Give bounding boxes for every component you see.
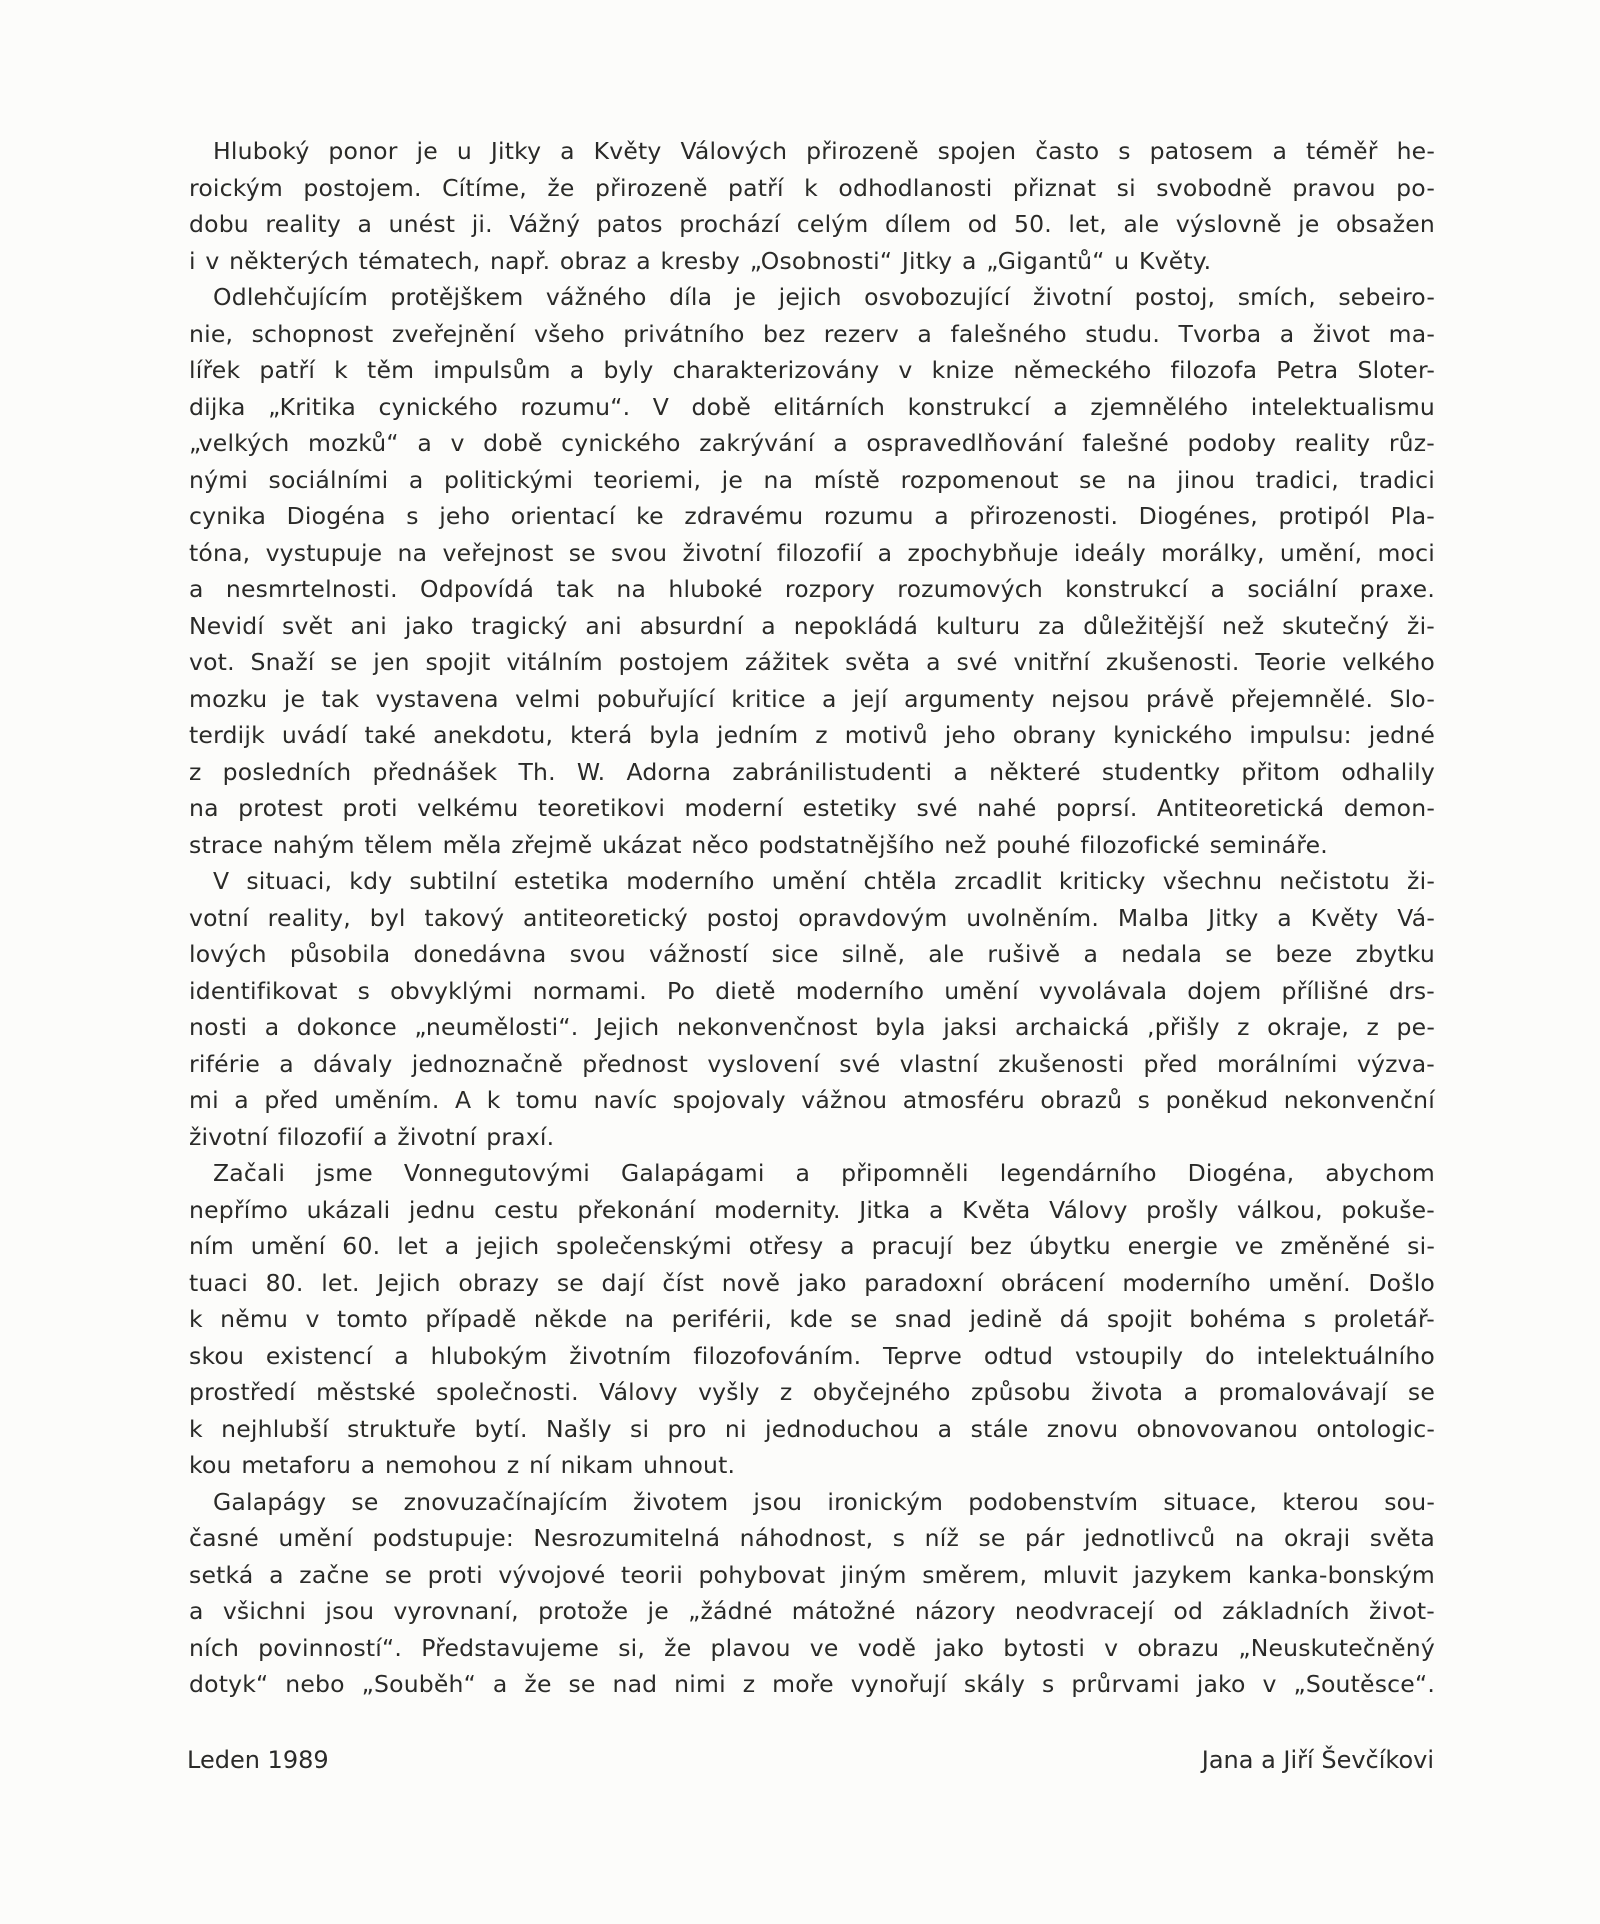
text-line: V situaci, kdy subtilní estetika moderního umění chtěla zrcadlit kriticky všechnu nečistotu ži- [213,867,1435,895]
text-line: a nesmrtelnosti. Odpovídá tak na hluboké rozpory rozumových konstrukcí a sociální praxe. [189,575,1435,603]
text-line: časné umění podstupuje: Nesrozumitelná náhodnost, s níž se pár jednotlivců na okraji světa [189,1524,1435,1552]
text-line: tuaci 80. let. Jejich obrazy se dají číst nově jako paradoxní obrácení moderního umění. Došlo [189,1268,1435,1297]
text-line: identifikovat s obvyklými normami. Po dietě moderního umění vyvolávala dojem přílišné drs- [189,976,1435,1005]
text-line: cynika Diogéna s jeho orientací ke zdravému rozumu a přirozenosti. Diogénes, protipól Pla- [189,502,1435,530]
text-line: vot. Snaží se jen spojit vitálním postojem zážitek světa a své vnitřní zkušenosti. Teorie velkého [189,648,1435,676]
authors-text: Jana a Jiří Ševčíkovi [1201,1746,1434,1774]
text-line: riférie a dávaly jednoznačně přednost vyslovení své vlastní zkušenosti před morálními výzva- [189,1049,1435,1078]
text-line: k němu v tomto případě někde na periférii, kde se snad jedině dá spojit bohéma s proletář- [189,1305,1435,1333]
text-line: ním umění 60. let a jejich společenskými otřesy a pracují bez úbytku energie ve změněné si- [189,1232,1435,1260]
text-line: nými sociálními a politickými teoriemi, je na místě rozpomenout se na jinou tradici, tradici [189,465,1435,494]
text-line: nie, schopnost zveřejnění všeho privátního bez rezerv a falešného studu. Tvorba a život ma- [189,319,1435,348]
text-page [189,133,1435,1703]
text-line: dotyk“ nebo „Souběh“ a že se nad nimi z moře vynořují skály s průrvami jako v „Soutěsce“. [189,1670,1435,1698]
text-line: Odlehčujícím protějškem vážného díla je jejich osvobozující životní postoj, smích, sebeiro- [213,283,1435,311]
text-line: z posledních přednášek Th. W. Adorna zabránilistudenti a některé studentky přitom odhalily [189,757,1435,786]
text-line: nosti a dokonce „neumělosti“. Jejich nekonvenčnost byla jaksi archaická ,přišly z okraje, z pe- [189,1013,1435,1041]
text-line: Začali jsme Vonnegutovými Galapágami a připomněli legendárního Diogéna, abychom [213,1159,1435,1187]
text-line: terdijk uvádí také anekdotu, která byla jedním z motivů jeho obrany kynického impulsu: jedné [189,721,1435,749]
text-line: k nejhlubší struktuře bytí. Našly si pro ni jednoduchou a stále znovu obnovovanou ontologic- [189,1414,1435,1443]
text-line: a všichni jsou vyrovnaní, protože je „žádné mátožné názory neodvracejí od základních život- [189,1597,1435,1625]
text-line: „velkých mozků“ a v době cynického zakrývání a ospravedlňování falešné podoby reality růz- [189,429,1435,457]
text-line: strace nahým tělem měla zřejmě ukázat něco podstatnějšího než pouhé filozofické semináře. [189,830,1328,859]
text-line: dijka „Kritika cynického rozumu“. V době elitárních konstrukcí a zjemnělého intelektualismu [189,392,1435,421]
text-line: Nevidí svět ani jako tragický ani absurdní a nepokládá kulturu za důležitější než skutečný ži- [189,611,1435,640]
text-line: i v některých tématech, např. obraz a kresby „Osobnosti“ Jitky a „Gigantů“ u Květy. [189,246,1212,275]
text-line: Galapágy se znovuzačínajícím životem jsou ironickým podobenstvím situace, kterou sou- [213,1487,1435,1516]
text-line: životní filozofií a životní praxí. [189,1122,555,1151]
text-line: prostředí městské společnosti. Válovy vyšly z obyčejného způsobu života a promalovávají se [189,1378,1435,1406]
paragraph-2 [189,279,1435,863]
text-line: skou existencí a hlubokým životním filozofováním. Teprve odtud vstoupily do intelektuálního [189,1341,1435,1370]
text-line: roickým postojem. Cítíme, že přirozeně patří k odhodlanosti přiznat si svobodně pravou po- [189,173,1435,202]
text-line: na protest proti velkému teoretikovi moderní estetiky své nahé poprsí. Antiteoretická demon- [189,794,1435,822]
text-line: setká a začne se proti vývojové teorii pohybovat jiným směrem, mluvit jazykem kanka-bonským [189,1560,1435,1589]
text-line: mi a před uměním. A k tomu navíc spojovaly vážnou atmosféru obrazů s poněkud nekonvenční [189,1086,1435,1114]
paragraph-3 [189,863,1435,1155]
text-line: ních povinností“. Představujeme si, že plavou ve vodě jako bytosti v obrazu „Neuskutečněný [189,1633,1435,1662]
text-line: lových působila donedávna svou vážností sice silně, ale rušivě a nedala se beze zbytku [189,940,1435,968]
paragraph-5 [189,1484,1435,1703]
date-text: Leden 1989 [187,1746,329,1774]
paragraph-4 [189,1155,1435,1484]
text-line: nepřímo ukázali jednu cestu překonání modernity. Jitka a Květa Válovy prošly válkou, pokuše- [189,1195,1435,1224]
text-line: kou metaforu a nemohou z ní nikam uhnout. [189,1451,736,1479]
text-line: lířek patří k těm impulsům a byly charakterizovány v knize německého filozofa Petra Sloter- [189,356,1435,384]
text-line: Hluboký ponor je u Jitky a Květy Válových přirozeně spojen často s patosem a téměř he- [213,137,1435,165]
text-line: dobu reality a unést ji. Vážný patos prochází celým dílem od 50. let, ale výslovně je obsažen [189,210,1435,238]
text-line: tóna, vystupuje na veřejnost se svou životní filozofií a zpochybňuje ideály morálky, umění, moci [189,538,1435,567]
text-line: mozku je tak vystavena velmi pobuřující kritice a její argumenty nejsou právě přejemnělé. Slo- [189,684,1435,713]
paragraph-1 [189,133,1435,279]
text-line: votní reality, byl takový antiteoretický postoj opravdovým uvolněním. Malba Jitky a Květy Vá- [189,903,1435,932]
